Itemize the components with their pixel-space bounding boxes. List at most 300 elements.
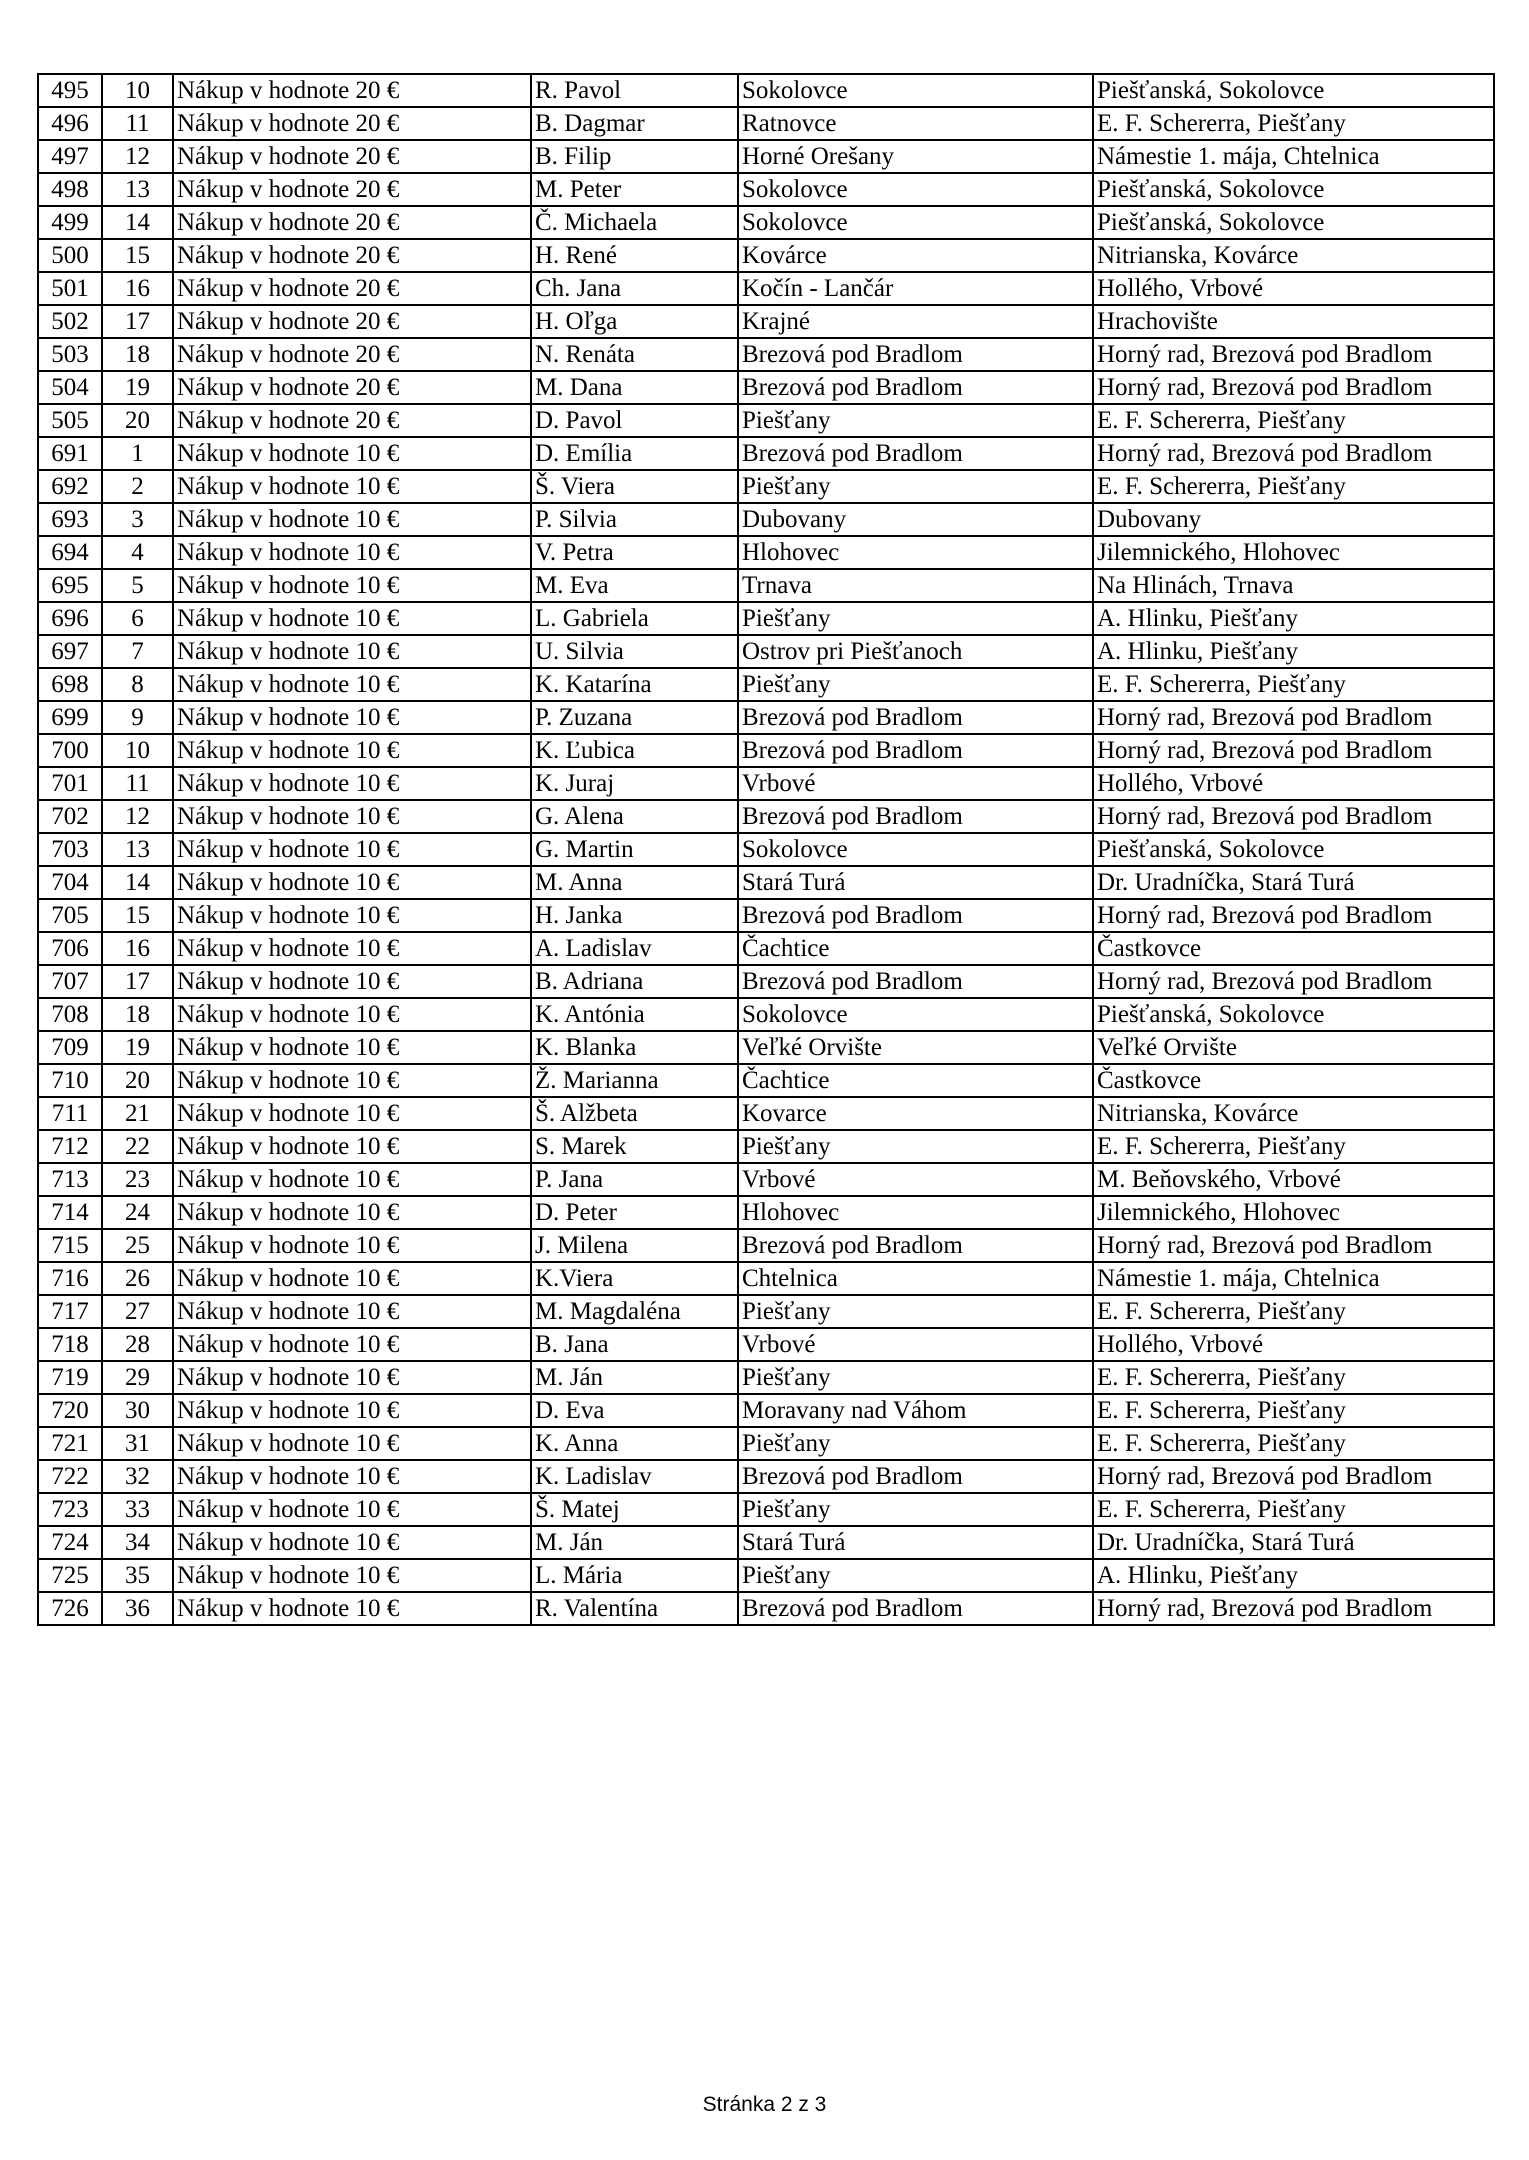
cell-store-address: E. F. Schererra, Piešťany — [1093, 107, 1494, 140]
cell-prize: Nákup v hodnote 10 € — [173, 1130, 531, 1163]
cell-town: Hlohovec — [738, 1196, 1093, 1229]
cell-town: Brezová pod Bradlom — [738, 734, 1093, 767]
cell-town: Trnava — [738, 569, 1093, 602]
cell-id: 704 — [38, 866, 102, 899]
table-row — [38, 272, 1494, 305]
cell-order-number: 35 — [102, 1559, 173, 1592]
cell-prize: Nákup v hodnote 10 € — [173, 932, 531, 965]
table-row — [38, 74, 1494, 107]
cell-store-address: Horný rad, Brezová pod Bradlom — [1093, 1229, 1494, 1262]
cell-winner-name: K. Anna — [531, 1427, 738, 1460]
table-row — [38, 140, 1494, 173]
cell-prize: Nákup v hodnote 10 € — [173, 1361, 531, 1394]
cell-id: 724 — [38, 1526, 102, 1559]
cell-order-number: 36 — [102, 1592, 173, 1625]
cell-town: Stará Turá — [738, 1526, 1093, 1559]
cell-prize: Nákup v hodnote 10 € — [173, 470, 531, 503]
cell-store-address: Častkovce — [1093, 932, 1494, 965]
cell-order-number: 33 — [102, 1493, 173, 1526]
cell-store-address: E. F. Schererra, Piešťany — [1093, 1427, 1494, 1460]
cell-id: 722 — [38, 1460, 102, 1493]
cell-store-address: Horný rad, Brezová pod Bradlom — [1093, 437, 1494, 470]
cell-prize: Nákup v hodnote 10 € — [173, 1592, 531, 1625]
cell-winner-name: M. Magdaléna — [531, 1295, 738, 1328]
cell-prize: Nákup v hodnote 10 € — [173, 1196, 531, 1229]
cell-store-address: Hollého, Vrbové — [1093, 272, 1494, 305]
cell-prize: Nákup v hodnote 20 € — [173, 272, 531, 305]
cell-town: Sokolovce — [738, 998, 1093, 1031]
table-row — [38, 965, 1494, 998]
cell-prize: Nákup v hodnote 10 € — [173, 1460, 531, 1493]
cell-winner-name: S. Marek — [531, 1130, 738, 1163]
table-row — [38, 734, 1494, 767]
cell-id: 505 — [38, 404, 102, 437]
cell-id: 700 — [38, 734, 102, 767]
table-row — [38, 173, 1494, 206]
cell-winner-name: D. Eva — [531, 1394, 738, 1427]
cell-town: Brezová pod Bradlom — [738, 965, 1093, 998]
cell-order-number: 11 — [102, 767, 173, 800]
cell-order-number: 17 — [102, 305, 173, 338]
cell-order-number: 4 — [102, 536, 173, 569]
cell-store-address: Horný rad, Brezová pod Bradlom — [1093, 1460, 1494, 1493]
cell-store-address: Dubovany — [1093, 503, 1494, 536]
cell-town: Vrbové — [738, 767, 1093, 800]
cell-prize: Nákup v hodnote 20 € — [173, 371, 531, 404]
cell-winner-name: Š. Viera — [531, 470, 738, 503]
cell-store-address: Námestie 1. mája, Chtelnica — [1093, 140, 1494, 173]
cell-town: Ratnovce — [738, 107, 1093, 140]
cell-id: 712 — [38, 1130, 102, 1163]
cell-prize: Nákup v hodnote 10 € — [173, 866, 531, 899]
cell-id: 706 — [38, 932, 102, 965]
cell-prize: Nákup v hodnote 10 € — [173, 1031, 531, 1064]
cell-town: Veľké Orvište — [738, 1031, 1093, 1064]
cell-winner-name: B. Filip — [531, 140, 738, 173]
cell-order-number: 7 — [102, 635, 173, 668]
cell-prize: Nákup v hodnote 20 € — [173, 338, 531, 371]
cell-id: 696 — [38, 602, 102, 635]
cell-prize: Nákup v hodnote 10 € — [173, 965, 531, 998]
cell-winner-name: M. Eva — [531, 569, 738, 602]
cell-order-number: 11 — [102, 107, 173, 140]
cell-store-address: Horný rad, Brezová pod Bradlom — [1093, 371, 1494, 404]
cell-order-number: 27 — [102, 1295, 173, 1328]
cell-prize: Nákup v hodnote 10 € — [173, 1526, 531, 1559]
cell-store-address: Veľké Orvište — [1093, 1031, 1494, 1064]
cell-store-address: Jilemnického, Hlohovec — [1093, 1196, 1494, 1229]
cell-order-number: 15 — [102, 899, 173, 932]
cell-town: Ostrov pri Piešťanoch — [738, 635, 1093, 668]
cell-order-number: 19 — [102, 1031, 173, 1064]
cell-store-address: Horný rad, Brezová pod Bradlom — [1093, 899, 1494, 932]
cell-winner-name: J. Milena — [531, 1229, 738, 1262]
table-row — [38, 1427, 1494, 1460]
cell-id: 695 — [38, 569, 102, 602]
cell-winner-name: Š. Matej — [531, 1493, 738, 1526]
cell-winner-name: M. Ján — [531, 1361, 738, 1394]
cell-winner-name: P. Jana — [531, 1163, 738, 1196]
cell-town: Krajné — [738, 305, 1093, 338]
cell-town: Brezová pod Bradlom — [738, 899, 1093, 932]
cell-store-address: Piešťanská, Sokolovce — [1093, 206, 1494, 239]
cell-id: 714 — [38, 1196, 102, 1229]
cell-store-address: Nitrianska, Kovárce — [1093, 1097, 1494, 1130]
cell-order-number: 34 — [102, 1526, 173, 1559]
cell-order-number: 15 — [102, 239, 173, 272]
cell-store-address: E. F. Schererra, Piešťany — [1093, 470, 1494, 503]
cell-id: 500 — [38, 239, 102, 272]
cell-town: Piešťany — [738, 1130, 1093, 1163]
cell-town: Sokolovce — [738, 173, 1093, 206]
cell-winner-name: M. Dana — [531, 371, 738, 404]
winners-table — [37, 73, 1495, 1626]
table-row — [38, 1163, 1494, 1196]
cell-id: 694 — [38, 536, 102, 569]
table-row — [38, 1130, 1494, 1163]
cell-id: 713 — [38, 1163, 102, 1196]
cell-store-address: E. F. Schererra, Piešťany — [1093, 1493, 1494, 1526]
cell-order-number: 32 — [102, 1460, 173, 1493]
cell-order-number: 9 — [102, 701, 173, 734]
cell-id: 693 — [38, 503, 102, 536]
cell-winner-name: D. Peter — [531, 1196, 738, 1229]
cell-id: 496 — [38, 107, 102, 140]
cell-order-number: 20 — [102, 1064, 173, 1097]
cell-id: 721 — [38, 1427, 102, 1460]
cell-order-number: 1 — [102, 437, 173, 470]
cell-winner-name: B. Jana — [531, 1328, 738, 1361]
cell-winner-name: N. Renáta — [531, 338, 738, 371]
table-row — [38, 239, 1494, 272]
cell-town: Kovárce — [738, 239, 1093, 272]
cell-town: Moravany nad Váhom — [738, 1394, 1093, 1427]
cell-store-address: Piešťanská, Sokolovce — [1093, 833, 1494, 866]
cell-prize: Nákup v hodnote 10 € — [173, 767, 531, 800]
cell-winner-name: U. Silvia — [531, 635, 738, 668]
cell-town: Piešťany — [738, 1493, 1093, 1526]
cell-prize: Nákup v hodnote 10 € — [173, 1163, 531, 1196]
cell-prize: Nákup v hodnote 10 € — [173, 635, 531, 668]
cell-order-number: 26 — [102, 1262, 173, 1295]
cell-winner-name: P. Silvia — [531, 503, 738, 536]
cell-store-address: Častkovce — [1093, 1064, 1494, 1097]
cell-prize: Nákup v hodnote 20 € — [173, 404, 531, 437]
cell-town: Dubovany — [738, 503, 1093, 536]
cell-store-address: Jilemnického, Hlohovec — [1093, 536, 1494, 569]
cell-id: 711 — [38, 1097, 102, 1130]
cell-prize: Nákup v hodnote 20 € — [173, 206, 531, 239]
cell-store-address: M. Beňovského, Vrbové — [1093, 1163, 1494, 1196]
cell-winner-name: R. Valentína — [531, 1592, 738, 1625]
cell-prize: Nákup v hodnote 20 € — [173, 173, 531, 206]
cell-prize: Nákup v hodnote 10 € — [173, 734, 531, 767]
table-row — [38, 1031, 1494, 1064]
cell-winner-name: V. Petra — [531, 536, 738, 569]
table-row — [38, 1064, 1494, 1097]
cell-id: 716 — [38, 1262, 102, 1295]
cell-order-number: 16 — [102, 272, 173, 305]
cell-town: Sokolovce — [738, 833, 1093, 866]
cell-order-number: 18 — [102, 338, 173, 371]
table-row — [38, 1361, 1494, 1394]
cell-id: 499 — [38, 206, 102, 239]
cell-id: 497 — [38, 140, 102, 173]
cell-winner-name: P. Zuzana — [531, 701, 738, 734]
table-row — [38, 1097, 1494, 1130]
cell-winner-name: K. Antónia — [531, 998, 738, 1031]
cell-id: 709 — [38, 1031, 102, 1064]
cell-town: Vrbové — [738, 1163, 1093, 1196]
cell-prize: Nákup v hodnote 10 € — [173, 899, 531, 932]
cell-order-number: 18 — [102, 998, 173, 1031]
cell-town: Piešťany — [738, 470, 1093, 503]
cell-town: Piešťany — [738, 668, 1093, 701]
cell-id: 720 — [38, 1394, 102, 1427]
cell-order-number: 25 — [102, 1229, 173, 1262]
cell-winner-name: K. Ľubica — [531, 734, 738, 767]
cell-town: Brezová pod Bradlom — [738, 1229, 1093, 1262]
cell-store-address: Námestie 1. mája, Chtelnica — [1093, 1262, 1494, 1295]
table-row — [38, 1229, 1494, 1262]
cell-prize: Nákup v hodnote 10 € — [173, 503, 531, 536]
cell-order-number: 16 — [102, 932, 173, 965]
cell-id: 692 — [38, 470, 102, 503]
cell-order-number: 29 — [102, 1361, 173, 1394]
cell-store-address: E. F. Schererra, Piešťany — [1093, 1394, 1494, 1427]
cell-order-number: 5 — [102, 569, 173, 602]
cell-store-address: Piešťanská, Sokolovce — [1093, 173, 1494, 206]
cell-prize: Nákup v hodnote 10 € — [173, 701, 531, 734]
table-row — [38, 1394, 1494, 1427]
cell-prize: Nákup v hodnote 20 € — [173, 140, 531, 173]
cell-prize: Nákup v hodnote 10 € — [173, 1262, 531, 1295]
table-row — [38, 1493, 1494, 1526]
cell-town: Brezová pod Bradlom — [738, 338, 1093, 371]
cell-winner-name: Č. Michaela — [531, 206, 738, 239]
cell-order-number: 2 — [102, 470, 173, 503]
cell-order-number: 12 — [102, 140, 173, 173]
cell-id: 708 — [38, 998, 102, 1031]
cell-id: 697 — [38, 635, 102, 668]
cell-town: Piešťany — [738, 602, 1093, 635]
cell-prize: Nákup v hodnote 20 € — [173, 239, 531, 272]
cell-id: 725 — [38, 1559, 102, 1592]
cell-order-number: 17 — [102, 965, 173, 998]
table-row — [38, 668, 1494, 701]
cell-id: 723 — [38, 1493, 102, 1526]
cell-town: Stará Turá — [738, 866, 1093, 899]
cell-order-number: 22 — [102, 1130, 173, 1163]
cell-prize: Nákup v hodnote 10 € — [173, 1559, 531, 1592]
cell-prize: Nákup v hodnote 10 € — [173, 1064, 531, 1097]
cell-town: Piešťany — [738, 1559, 1093, 1592]
cell-prize: Nákup v hodnote 10 € — [173, 1328, 531, 1361]
cell-order-number: 21 — [102, 1097, 173, 1130]
cell-store-address: Dr. Uradníčka, Stará Turá — [1093, 1526, 1494, 1559]
table-row — [38, 107, 1494, 140]
cell-id: 498 — [38, 173, 102, 206]
cell-prize: Nákup v hodnote 10 € — [173, 800, 531, 833]
cell-town: Kočín - Lančár — [738, 272, 1093, 305]
table-row — [38, 1559, 1494, 1592]
cell-order-number: 12 — [102, 800, 173, 833]
cell-id: 501 — [38, 272, 102, 305]
cell-order-number: 14 — [102, 866, 173, 899]
page-number-footer: Stránka 2 z 3 — [702, 2093, 827, 2116]
cell-store-address: Horný rad, Brezová pod Bradlom — [1093, 1592, 1494, 1625]
table-row — [38, 470, 1494, 503]
cell-winner-name: G. Martin — [531, 833, 738, 866]
table-row — [38, 569, 1494, 602]
cell-winner-name: B. Dagmar — [531, 107, 738, 140]
cell-town: Brezová pod Bradlom — [738, 1460, 1093, 1493]
cell-winner-name: R. Pavol — [531, 74, 738, 107]
cell-town: Kovarce — [738, 1097, 1093, 1130]
table-row — [38, 503, 1494, 536]
cell-id: 707 — [38, 965, 102, 998]
cell-town: Brezová pod Bradlom — [738, 800, 1093, 833]
cell-store-address: A. Hlinku, Piešťany — [1093, 602, 1494, 635]
cell-store-address: Na Hlinách, Trnava — [1093, 569, 1494, 602]
cell-order-number: 3 — [102, 503, 173, 536]
cell-order-number: 30 — [102, 1394, 173, 1427]
cell-winner-name: H. René — [531, 239, 738, 272]
cell-order-number: 28 — [102, 1328, 173, 1361]
cell-store-address: Horný rad, Brezová pod Bradlom — [1093, 701, 1494, 734]
cell-prize: Nákup v hodnote 10 € — [173, 668, 531, 701]
cell-order-number: 31 — [102, 1427, 173, 1460]
cell-order-number: 24 — [102, 1196, 173, 1229]
table-row — [38, 1460, 1494, 1493]
cell-id: 718 — [38, 1328, 102, 1361]
cell-order-number: 23 — [102, 1163, 173, 1196]
cell-winner-name: D. Emília — [531, 437, 738, 470]
cell-id: 702 — [38, 800, 102, 833]
cell-town: Brezová pod Bradlom — [738, 437, 1093, 470]
table-row — [38, 635, 1494, 668]
cell-store-address: Hollého, Vrbové — [1093, 1328, 1494, 1361]
cell-store-address: Piešťanská, Sokolovce — [1093, 74, 1494, 107]
table-row — [38, 206, 1494, 239]
cell-prize: Nákup v hodnote 10 € — [173, 998, 531, 1031]
table-row — [38, 1526, 1494, 1559]
cell-id: 495 — [38, 74, 102, 107]
cell-store-address: E. F. Schererra, Piešťany — [1093, 404, 1494, 437]
cell-order-number: 20 — [102, 404, 173, 437]
cell-id: 698 — [38, 668, 102, 701]
cell-order-number: 14 — [102, 206, 173, 239]
cell-town: Sokolovce — [738, 74, 1093, 107]
cell-order-number: 19 — [102, 371, 173, 404]
cell-store-address: A. Hlinku, Piešťany — [1093, 1559, 1494, 1592]
cell-town: Brezová pod Bradlom — [738, 701, 1093, 734]
table-row — [38, 602, 1494, 635]
table-row — [38, 866, 1494, 899]
cell-prize: Nákup v hodnote 10 € — [173, 1097, 531, 1130]
cell-id: 699 — [38, 701, 102, 734]
cell-order-number: 6 — [102, 602, 173, 635]
table-row — [38, 1262, 1494, 1295]
cell-winner-name: K. Ladislav — [531, 1460, 738, 1493]
cell-id: 502 — [38, 305, 102, 338]
cell-id: 701 — [38, 767, 102, 800]
cell-town: Brezová pod Bradlom — [738, 1592, 1093, 1625]
cell-id: 715 — [38, 1229, 102, 1262]
cell-store-address: E. F. Schererra, Piešťany — [1093, 1361, 1494, 1394]
cell-winner-name: M. Anna — [531, 866, 738, 899]
cell-store-address: Horný rad, Brezová pod Bradlom — [1093, 800, 1494, 833]
cell-store-address: Hrachovište — [1093, 305, 1494, 338]
cell-store-address: E. F. Schererra, Piešťany — [1093, 668, 1494, 701]
cell-id: 504 — [38, 371, 102, 404]
cell-store-address: Horný rad, Brezová pod Bradlom — [1093, 338, 1494, 371]
table-row — [38, 1295, 1494, 1328]
cell-store-address: Horný rad, Brezová pod Bradlom — [1093, 965, 1494, 998]
cell-winner-name: L. Gabriela — [531, 602, 738, 635]
table-row — [38, 899, 1494, 932]
table-row — [38, 536, 1494, 569]
cell-prize: Nákup v hodnote 10 € — [173, 437, 531, 470]
table-row — [38, 404, 1494, 437]
cell-winner-name: K. Blanka — [531, 1031, 738, 1064]
table-row — [38, 767, 1494, 800]
cell-winner-name: D. Pavol — [531, 404, 738, 437]
table-row — [38, 1196, 1494, 1229]
table-row — [38, 701, 1494, 734]
cell-winner-name: L. Mária — [531, 1559, 738, 1592]
cell-town: Čachtice — [738, 1064, 1093, 1097]
cell-winner-name: M. Ján — [531, 1526, 738, 1559]
table-row — [38, 998, 1494, 1031]
cell-id: 726 — [38, 1592, 102, 1625]
cell-store-address: Dr. Uradníčka, Stará Turá — [1093, 866, 1494, 899]
cell-prize: Nákup v hodnote 10 € — [173, 602, 531, 635]
cell-store-address: Piešťanská, Sokolovce — [1093, 998, 1494, 1031]
cell-store-address: Horný rad, Brezová pod Bradlom — [1093, 734, 1494, 767]
cell-prize: Nákup v hodnote 10 € — [173, 1493, 531, 1526]
cell-town: Čachtice — [738, 932, 1093, 965]
cell-prize: Nákup v hodnote 10 € — [173, 1229, 531, 1262]
table-row — [38, 305, 1494, 338]
table-row — [38, 437, 1494, 470]
cell-prize: Nákup v hodnote 10 € — [173, 569, 531, 602]
cell-id: 717 — [38, 1295, 102, 1328]
table-row — [38, 338, 1494, 371]
cell-town: Piešťany — [738, 404, 1093, 437]
table-row — [38, 371, 1494, 404]
table-body — [38, 74, 1494, 1625]
cell-prize: Nákup v hodnote 10 € — [173, 536, 531, 569]
cell-town: Chtelnica — [738, 1262, 1093, 1295]
cell-winner-name: Ž. Marianna — [531, 1064, 738, 1097]
table-row — [38, 833, 1494, 866]
table-row — [38, 932, 1494, 965]
cell-winner-name: K. Katarína — [531, 668, 738, 701]
cell-winner-name: H. Oľga — [531, 305, 738, 338]
cell-id: 705 — [38, 899, 102, 932]
cell-town: Sokolovce — [738, 206, 1093, 239]
cell-town: Piešťany — [738, 1361, 1093, 1394]
cell-order-number: 8 — [102, 668, 173, 701]
cell-winner-name: K. Juraj — [531, 767, 738, 800]
table-row — [38, 1328, 1494, 1361]
cell-store-address: Nitrianska, Kovárce — [1093, 239, 1494, 272]
cell-id: 691 — [38, 437, 102, 470]
cell-prize: Nákup v hodnote 20 € — [173, 305, 531, 338]
cell-prize: Nákup v hodnote 10 € — [173, 1295, 531, 1328]
cell-winner-name: A. Ladislav — [531, 932, 738, 965]
